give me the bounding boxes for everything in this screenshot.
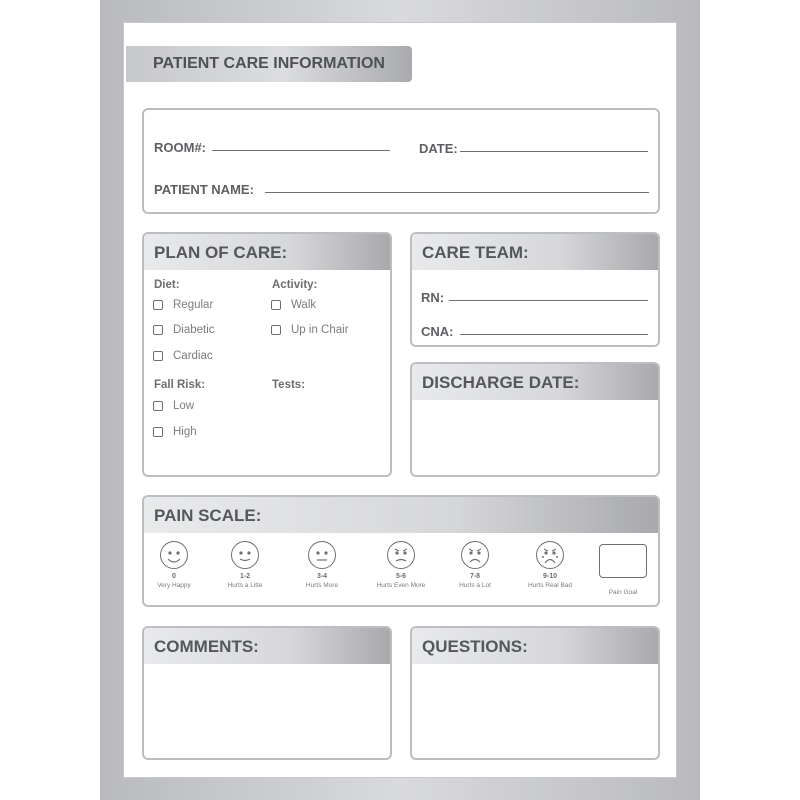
hurts-a-lot-face-icon [460,540,490,570]
cna-field[interactable] [460,334,648,335]
patient-info-box [142,108,660,214]
pain-level-9-10 [515,540,585,589]
rn-label: RN: [421,290,445,305]
pain-description: Hurts a Litte [227,582,263,589]
pain-level-5-6 [366,540,436,589]
fall-risk-label: Fall Risk: [154,379,206,391]
activity-option-walk[interactable] [271,299,316,311]
pain-level-1-2 [210,540,280,589]
pain-goal [588,540,658,596]
date-label: DATE: [419,141,458,156]
activity-option-up-in-chair[interactable] [271,324,349,336]
checkbox[interactable] [271,300,281,310]
pain-description: Hurts More [305,582,339,589]
option-label: Cardiac [173,350,213,362]
option-label: Walk [291,299,317,311]
pain-goal-box[interactable] [599,544,647,578]
pain-level-3-4 [287,540,357,589]
room-label: ROOM#: [154,140,206,155]
care-team-title: CARE TEAM: [412,234,658,270]
pain-score: 1-2 [239,573,251,580]
option-label: Regular [173,299,214,311]
checkbox[interactable] [153,325,163,335]
plan-of-care-title: PLAN OF CARE: [144,234,390,270]
tests-label: Tests: [272,379,306,391]
pain-description: Hurts Real Bad [527,582,573,589]
diet-option-diabetic[interactable] [153,324,215,336]
room-field[interactable] [212,150,390,151]
checkbox[interactable] [153,300,163,310]
page-title: PATIENT CARE INFORMATION [126,46,412,82]
pain-score: 0 [172,573,176,580]
questions-title: QUESTIONS: [412,628,658,664]
checkbox[interactable] [271,325,281,335]
fall-risk-option-high[interactable] [153,426,197,438]
checkbox[interactable] [153,427,163,437]
activity-label: Activity: [272,279,318,291]
very-happy-face-icon [159,540,189,570]
option-label: Up in Chair [291,324,349,336]
patient-name-field[interactable] [265,192,649,193]
pain-score: 7-8 [469,573,481,580]
pain-description: Hurts Even More [376,582,426,589]
diet-option-cardiac[interactable] [153,350,213,362]
hurts-more-face-icon [307,540,337,570]
pain-score: 9-10 [542,573,557,580]
pain-score: 5-6 [395,573,407,580]
fall-risk-option-low[interactable] [153,400,194,412]
checkbox[interactable] [153,401,163,411]
option-label: High [173,426,197,438]
checkbox[interactable] [153,351,163,361]
pain-goal-label: Pain Goal [608,589,638,596]
pain-score: 3-4 [316,573,328,580]
diet-label: Diet: [154,279,180,291]
pain-level-0 [139,540,209,589]
pain-level-7-8 [440,540,510,589]
discharge-date-box [410,362,660,477]
cna-label: CNA: [421,324,454,339]
comments-box[interactable] [142,626,392,760]
option-label: Diabetic [173,324,215,336]
questions-box[interactable] [410,626,660,760]
discharge-date-title: DISCHARGE DATE: [412,364,658,400]
rn-field[interactable] [449,300,648,301]
hurts-real-bad-face-icon [535,540,565,570]
hurts-even-more-face-icon [386,540,416,570]
patient-name-label: PATIENT NAME: [154,182,254,197]
diet-option-regular[interactable] [153,299,213,311]
pain-description: Very Happy [157,582,191,589]
option-label: Low [173,400,195,412]
pain-scale-title: PAIN SCALE: [144,497,658,533]
pain-description: Hurts a Lot [459,582,491,589]
date-field[interactable] [460,151,648,152]
comments-title: COMMENTS: [144,628,390,664]
hurts-little-face-icon [230,540,260,570]
